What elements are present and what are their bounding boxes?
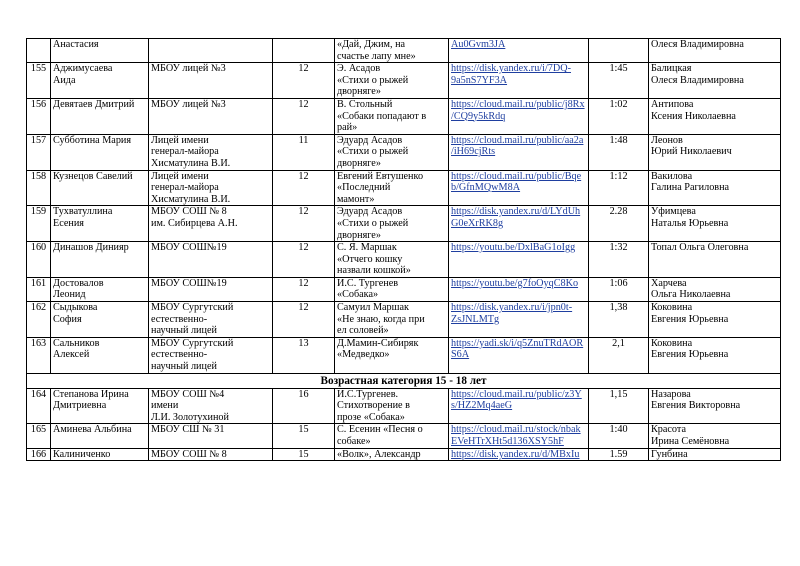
grade-cell: 12 [273,98,335,134]
work-title-cell: Эдуард Асадов «Стихи о рыжей дворняге» [335,134,449,170]
duration-cell: 1:02 [589,98,649,134]
participant-name-cell: Сальников Алексей [51,337,149,373]
school-name-cell: МБОУ лицей №3 [149,98,273,134]
video-link-cell [449,302,589,338]
table-row [27,63,781,99]
video-link-cell [449,170,589,206]
duration-cell: 2.28 [589,206,649,242]
teacher-name-cell: Олеся Владимировна [649,39,781,63]
video-link[interactable]: https://disk.yandex.ru/i/7DQ- 9a5nS7YF3A [451,63,571,86]
participant-name-cell: Аджимусаева Аида [51,63,149,99]
video-link-cell [449,98,589,134]
teacher-name-cell: Топал Ольга Олеговна [649,242,781,278]
video-link[interactable]: https://disk.yandex.ru/d/MBxIu [451,448,580,460]
teacher-name-cell: Харчева Ольга Николаевна [649,277,781,301]
table-row [27,448,781,461]
table-row [27,98,781,134]
participant-name-cell: Анастасия [51,39,149,63]
participant-name-cell: Тухватуллина Есения [51,206,149,242]
row-number-cell [27,39,51,63]
work-title-cell: В. Стольный «Собаки попадают в рай» [335,98,449,134]
row-number-cell: 158 [27,170,51,206]
grade-cell: 12 [273,277,335,301]
video-link-cell [449,206,589,242]
table-row [27,242,781,278]
row-number-cell: 164 [27,388,51,424]
table-row [27,206,781,242]
row-number-cell: 160 [27,242,51,278]
school-name-cell: Лицей имени генерал-майора Хисматулина В.И. [149,134,273,170]
work-title-cell: Д.Мамин-Сибиряк «Медведко» [335,337,449,373]
work-title-cell: «Дай, Джим, на счастье лапу мне» [335,39,449,63]
video-link[interactable]: https://cloud.mail.ru/public/Bqe b/GfnMQwM8A [451,170,582,194]
duration-cell: 2,1 [589,337,649,373]
row-number-cell: 156 [27,98,51,134]
table-row [27,277,781,301]
video-link[interactable]: https://yadi.sk/i/q5ZnuTRdAOR S6A [451,337,584,361]
video-link[interactable]: https://disk.yandex.ru/d/LYdUh G0eXrRK8g [451,206,581,229]
video-link-cell [449,337,589,373]
participant-name-cell: Девятаев Дмитрий [51,98,149,134]
duration-cell: 1:12 [589,170,649,206]
video-link[interactable]: https://disk.yandex.ru/i/jpn0t- ZsJNLMTg [451,302,573,325]
teacher-name-cell: Красота Ирина Семёновна [649,424,781,448]
work-title-cell: И.С. Тургенев «Собака» [335,277,449,301]
video-link-cell [449,424,589,448]
teacher-name-cell: Гунбина [649,448,781,461]
teacher-name-cell: Балицкая Олеся Владимировна [649,63,781,99]
participant-name-cell: Достовалов Леонид [51,277,149,301]
table-row [27,424,781,448]
duration-cell: 1,38 [589,302,649,338]
school-name-cell: МБОУ СОШ№19 [149,242,273,278]
grade-cell: 15 [273,424,335,448]
video-link[interactable]: https://cloud.mail.ru/public/j8Rx /CQ9y5kRdq [451,98,585,122]
grade-cell: 12 [273,170,335,206]
teacher-name-cell: Коковина Евгения Юрьевна [649,302,781,338]
teacher-name-cell: Антипова Ксения Николаевна [649,98,781,134]
video-link-cell [449,277,589,301]
duration-cell: 1:06 [589,277,649,301]
row-number-cell: 165 [27,424,51,448]
school-name-cell: МБОУ СОШ №4 имени Л.И. Золотухиной [149,388,273,424]
teacher-name-cell: Уфимцева Наталья Юрьевна [649,206,781,242]
duration-cell: 1:40 [589,424,649,448]
duration-cell: 1:48 [589,134,649,170]
video-link-cell [449,63,589,99]
grade-cell: 12 [273,63,335,99]
row-number-cell: 157 [27,134,51,170]
table-row [27,170,781,206]
school-name-cell: МБОУ СОШ № 8 [149,448,273,461]
grade-cell: 15 [273,448,335,461]
participant-name-cell: Степанова Ирина Дмитриевна [51,388,149,424]
participant-name-cell: Калиниченко [51,448,149,461]
participants-table [26,38,781,461]
table-row [27,39,781,63]
teacher-name-cell: Назарова Евгения Викторовна [649,388,781,424]
school-name-cell: МБОУ Сургутский естественно- научный лицей [149,302,273,338]
grade-cell: 11 [273,134,335,170]
school-name-cell: МБОУ СОШ№19 [149,277,273,301]
table-row [27,134,781,170]
work-title-cell: С. Я. Маршак «Отчего кошку назвали кошкой» [335,242,449,278]
participant-name-cell: Кузнецов Савелий [51,170,149,206]
video-link[interactable]: Au0Gvm3JA [451,39,506,50]
grade-cell [273,39,335,63]
work-title-cell: Евгений Евтушенко «Последний мамонт» [335,170,449,206]
duration-cell: 1:45 [589,63,649,99]
school-name-cell [149,39,273,63]
document-page [26,38,780,461]
table-row [27,337,781,373]
participant-name-cell: Аминева Альбина [51,424,149,448]
video-link[interactable]: https://cloud.mail.ru/public/z3Y s/HZ2Mq4aeG [451,388,582,412]
work-title-cell: «Волк», Александр [335,448,449,461]
duration-cell: 1,15 [589,388,649,424]
video-link[interactable]: https://cloud.mail.ru/stock/nbak EVeHTrXHt5d136XSY5hF [451,424,581,447]
teacher-name-cell: Вакилова Галина Рагиловна [649,170,781,206]
duration-cell [589,39,649,63]
table-row [27,302,781,338]
work-title-cell: И.С.Тургенев. Стихотворение в прозе «Собака» [335,388,449,424]
video-link-cell [449,242,589,278]
video-link-cell [449,134,589,170]
school-name-cell: МБОУ Сургутский естественно- научный лицей [149,337,273,373]
school-name-cell: Лицей имени генерал-майора Хисматулина В.И. [149,170,273,206]
video-link[interactable]: https://youtu.be/DxlBaG1oIgg [451,242,576,254]
participant-name-cell: Динашов Динияр [51,242,149,278]
school-name-cell: МБОУ лицей №3 [149,63,273,99]
participant-name-cell: Сыдыкова София [51,302,149,338]
teacher-name-cell: Коковина Евгения Юрьевна [649,337,781,373]
grade-cell: 12 [273,242,335,278]
table-body-before [27,39,781,374]
table-body-after [27,388,781,461]
video-link-cell [449,448,589,461]
row-number-cell: 163 [27,337,51,373]
school-name-cell: МБОУ СШ № 31 [149,424,273,448]
work-title-cell: Эдуард Асадов «Стихи о рыжей дворняге» [335,206,449,242]
grade-cell: 13 [273,337,335,373]
work-title-cell: С. Есенин «Песня о собаке» [335,424,449,448]
row-number-cell: 162 [27,302,51,338]
work-title-cell: Э. Асадов «Стихи о рыжей дворняге» [335,63,449,99]
video-link-cell [449,39,589,63]
row-number-cell: 155 [27,63,51,99]
grade-cell: 16 [273,388,335,424]
video-link-cell [449,388,589,424]
duration-cell: 1:32 [589,242,649,278]
section-title: Возрастная категория 15 - 18 лет [27,373,781,388]
work-title-cell: Самуил Маршак «Не знаю, когда при ел соловей» [335,302,449,338]
grade-cell: 12 [273,302,335,338]
grade-cell: 12 [273,206,335,242]
table-row [27,388,781,424]
section-header-group [27,373,781,388]
section-header-row [27,373,781,388]
duration-cell: 1.59 [589,448,649,461]
school-name-cell: МБОУ СОШ № 8 им. Сибирцева А.Н. [149,206,273,242]
row-number-cell: 159 [27,206,51,242]
video-link[interactable]: https://cloud.mail.ru/public/aa2a /iH69cjRts [451,134,584,158]
video-link[interactable]: https://youtu.be/g7foOyqC8Ko [451,277,579,289]
teacher-name-cell: Леонов Юрий Николаевич [649,134,781,170]
participant-name-cell: Субботина Мария [51,134,149,170]
row-number-cell: 161 [27,277,51,301]
row-number-cell: 166 [27,448,51,461]
